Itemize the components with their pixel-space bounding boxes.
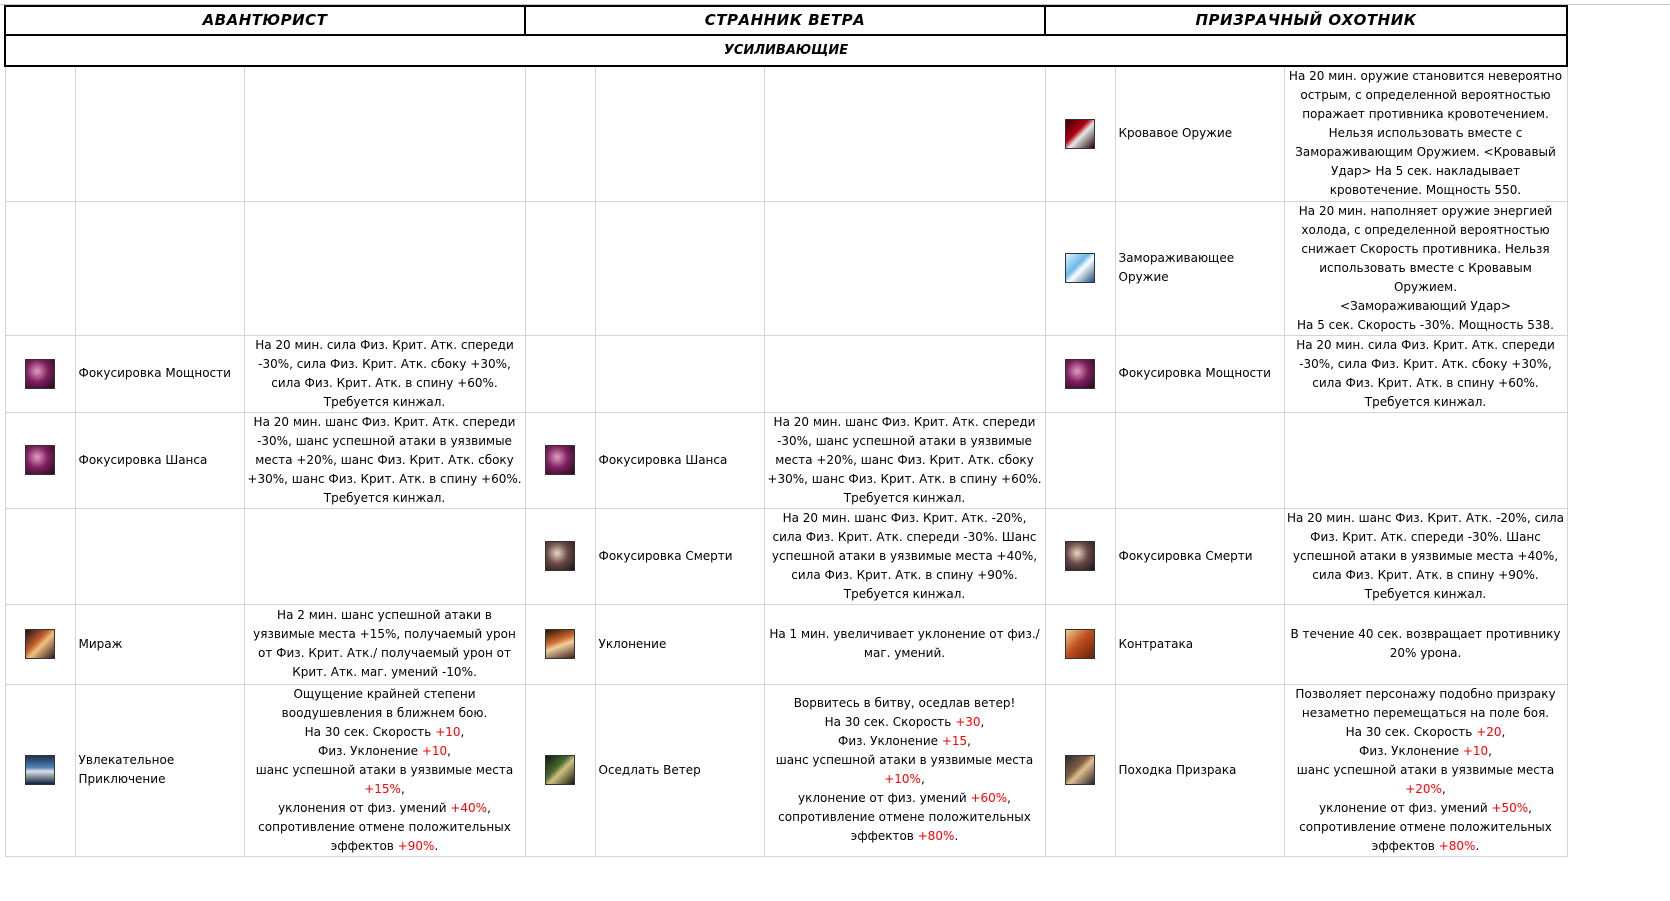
- skill-name: Мираж: [78, 636, 123, 651]
- skill-name: Фокусировка Смерти: [598, 548, 733, 563]
- description-line: [247, 685, 523, 723]
- ride-wind-icon: [545, 755, 575, 785]
- description-text: На 20 мин. шанс Физ. Крит. Атк. спереди -30%, шанс успешной атаки в уязвимые места +20%, шанс Физ. Крит. Атк. сбоку +30%, шанс Физ. Крит. Атк. в спину +60%. Требуется кинжал.: [247, 414, 522, 505]
- bonus-value: +10: [421, 743, 448, 758]
- description-text: На 20 мин. оружие становится невероятно острым, с определенной вероятностью поражает противника кровотечением. Нельзя использовать вместе с Замораживающим Оружием. <Кровавый Удар> На 5 сек. накладывает кровотечение. Мощность 550.: [1288, 69, 1563, 198]
- icon-cell[interactable]: [525, 412, 595, 508]
- skill-name: Фокусировка Шанса: [78, 452, 208, 467]
- skill-description-cell[interactable]: [1284, 335, 1567, 412]
- skill-name: Фокусировка Мощности: [1118, 366, 1271, 380]
- description-text: .: [434, 838, 439, 853]
- skill-name-cell[interactable]: [1115, 684, 1284, 856]
- ghost-walk-icon: [1065, 755, 1095, 785]
- bonus-value: +10: [435, 724, 461, 739]
- skill-name: Кровавое Оружие: [1118, 126, 1233, 141]
- description-text: сопротивление отмене положительных эффектов: [258, 819, 511, 853]
- description-text: шанс успешной атаки в уязвимые места: [255, 762, 514, 777]
- description-text: ,: [967, 734, 971, 748]
- description-text: На 20 мин. сила Физ. Крит. Атк. спереди -30%, сила Физ. Крит. Атк. сбоку +30%, сила Физ. Крит. Атк. в спину +60%. Требуется кинжал.: [255, 337, 514, 409]
- description-text: На 20 мин. наполняет оружие энергией холода, с определенной вероятностью снижает Скорость противника. Нельзя использовать вместе с Кровавым Оружием.: [1298, 203, 1553, 294]
- icon-cell[interactable]: [5, 66, 75, 201]
- icon-cell[interactable]: [1045, 604, 1115, 684]
- description-line: [247, 761, 523, 799]
- skill-name-cell[interactable]: [75, 201, 244, 335]
- skill-description-cell[interactable]: [764, 508, 1045, 604]
- bonus-value: +20: [1476, 724, 1502, 739]
- description-text: ,: [460, 724, 465, 739]
- description-line: [1287, 685, 1565, 723]
- skill-name-cell[interactable]: [1115, 66, 1284, 201]
- skill-name-cell[interactable]: [595, 335, 764, 412]
- skill-description-cell[interactable]: [244, 335, 525, 412]
- description-text: На 1 мин. увеличивает уклонение от физ./ маг. умений.: [769, 627, 1040, 660]
- section-buffs[interactable]: УСИЛИВАЮЩИЕ: [5, 35, 1567, 66]
- focus-chance-icon: [25, 445, 55, 475]
- description-text: В течение 40 сек. возвращает противнику 20% урона.: [1290, 627, 1561, 660]
- description-text: .: [1475, 838, 1480, 853]
- description-line: [1287, 818, 1565, 856]
- skill-description-cell[interactable]: [1284, 604, 1567, 684]
- skill-name-cell[interactable]: [595, 508, 764, 604]
- skill-description-cell[interactable]: [244, 412, 525, 508]
- skill-name: Походка Призрака: [1118, 762, 1237, 777]
- skill-description-cell[interactable]: [1284, 201, 1567, 335]
- skill-name-cell[interactable]: [595, 201, 764, 335]
- bonus-value: +90%: [397, 838, 435, 853]
- icon-cell[interactable]: [1045, 412, 1115, 508]
- description-line: [1287, 625, 1565, 663]
- description-line: [1287, 742, 1565, 761]
- description-text: .: [954, 829, 959, 843]
- description-line: [1287, 67, 1565, 200]
- description-line: [1287, 297, 1565, 316]
- skill-description-cell[interactable]: [244, 508, 525, 604]
- description-text: <Замораживающий Удар>: [1340, 298, 1511, 313]
- description-line: [1287, 202, 1565, 297]
- skill-description-cell[interactable]: [1284, 684, 1567, 856]
- skill-description-cell[interactable]: [1284, 412, 1567, 508]
- description-text: сопротивление отмене положительных эффектов: [778, 810, 1031, 843]
- icon-cell[interactable]: [5, 335, 75, 412]
- description-line: [247, 413, 523, 508]
- description-line: [1287, 761, 1565, 799]
- skill-name: Фокусировка Мощности: [78, 366, 231, 380]
- description-line: [1287, 799, 1565, 818]
- skill-name-cell[interactable]: [1115, 604, 1284, 684]
- skill-description-cell[interactable]: [764, 412, 1045, 508]
- skill-name-cell[interactable]: [595, 412, 764, 508]
- header-adventurer[interactable]: АВАНТЮРИСТ: [5, 6, 525, 35]
- skill-description-cell[interactable]: [764, 335, 1045, 412]
- description-text: ,: [1528, 800, 1532, 815]
- description-line: [247, 606, 523, 682]
- icon-cell[interactable]: [1045, 335, 1115, 412]
- description-text: Ощущение крайней степени воодушевления в ближнем бою.: [281, 686, 488, 720]
- bonus-value: +15: [941, 734, 968, 748]
- bonus-value: +15%: [364, 781, 401, 796]
- description-text: ,: [1007, 791, 1011, 805]
- icon-cell[interactable]: [5, 201, 75, 335]
- skill-name-cell[interactable]: [75, 684, 244, 856]
- bonus-value: +20%: [1405, 781, 1442, 796]
- description-text: ,: [1488, 743, 1492, 758]
- description-text: На 30 сек. Скорость: [304, 724, 436, 739]
- bonus-value: +10: [1462, 743, 1489, 758]
- evasion-icon: [545, 629, 575, 659]
- description-text: На 30 сек. Скорость: [1345, 724, 1477, 739]
- description-text: На 2 мин. шанс успешной атаки в уязвимые места +15%, получаемый урон от Физ. Крит. Атк./ получаемый урон от Крит. Атк. маг. умений -10%.: [253, 608, 516, 679]
- icon-cell[interactable]: [1045, 66, 1115, 201]
- bonus-value: +30: [955, 715, 981, 729]
- description-text: ,: [487, 800, 491, 815]
- focus-death-icon: [1065, 541, 1095, 571]
- skill-description-cell[interactable]: [244, 201, 525, 335]
- description-text: ,: [400, 781, 405, 796]
- bonus-value: +40%: [450, 800, 488, 815]
- skill-name: Уклонение: [598, 636, 667, 651]
- counterattack-icon: [1065, 629, 1095, 659]
- skill-row: [5, 335, 1567, 412]
- icon-cell[interactable]: [5, 508, 75, 604]
- skill-description-cell[interactable]: [244, 684, 525, 856]
- description-text: На 20 мин. шанс Физ. Крит. Атк. -20%, сила Физ. Крит. Атк. спереди -30%. Шанс успешной атаки в уязвимые места +40%, сила Физ. Крит. Атк. в спину +90%. Требуется кинжал.: [1286, 510, 1564, 601]
- bonus-value: +60%: [970, 791, 1008, 805]
- description-line: [1287, 723, 1565, 742]
- frost-weapon-icon: [1065, 253, 1095, 283]
- skill-name: Фокусировка Смерти: [1118, 548, 1253, 563]
- description-text: уклонение от физ. умений: [1318, 800, 1492, 815]
- skill-name: Замораживающее Оружие: [1118, 251, 1235, 284]
- description-text: На 20 мин. шанс Физ. Крит. Атк. спереди -30%, шанс успешной атаки в уязвимые места +20%, шанс Физ. Крит. Атк. сбоку +30%, шанс Физ. Крит. Атк. в спину +60%. Требуется кинжал.: [767, 414, 1042, 505]
- description-line: [247, 723, 523, 742]
- header-ghost-hunter[interactable]: ПРИЗРАЧНЫЙ ОХОТНИК: [1045, 6, 1567, 35]
- skill-name-cell[interactable]: [75, 604, 244, 684]
- description-text: На 20 мин. шанс Физ. Крит. Атк. -20%, сила Физ. Крит. Атк. спереди -30%. Шанс успешной атаки в уязвимые места +40%, сила Физ. Крит. Атк. в спину +90%. Требуется кинжал.: [771, 510, 1038, 601]
- skill-row: [5, 604, 1567, 684]
- icon-cell[interactable]: [525, 335, 595, 412]
- description-line: [767, 625, 1043, 663]
- skill-name: Фокусировка Шанса: [598, 452, 728, 467]
- skill-name-cell[interactable]: [1115, 335, 1284, 412]
- description-line: [1287, 336, 1565, 412]
- icon-cell[interactable]: [525, 201, 595, 335]
- icon-cell[interactable]: [5, 604, 75, 684]
- icon-cell[interactable]: [525, 684, 595, 856]
- skill-description-cell[interactable]: [764, 201, 1045, 335]
- skill-description-cell[interactable]: [244, 66, 525, 201]
- skill-name-cell[interactable]: [1115, 508, 1284, 604]
- description-line: [767, 413, 1043, 508]
- skill-name-cell[interactable]: [75, 66, 244, 201]
- description-text: Позволяет персонажу подобно призраку незаметно перемещаться на поле боя.: [1295, 686, 1556, 720]
- description-line: [767, 789, 1043, 808]
- icon-cell[interactable]: [5, 684, 75, 856]
- description-line: [247, 336, 523, 412]
- skill-description-cell[interactable]: [764, 604, 1045, 684]
- description-text: ,: [1501, 724, 1506, 739]
- description-text: сопротивление отмене положительных эффектов: [1299, 819, 1552, 853]
- skill-name-cell[interactable]: [75, 335, 244, 412]
- icon-cell[interactable]: [1045, 201, 1115, 335]
- skill-row: [5, 412, 1567, 508]
- skill-name-cell[interactable]: [595, 604, 764, 684]
- description-text: Физ. Уклонение: [1359, 743, 1463, 758]
- bonus-value: +50%: [1491, 800, 1529, 815]
- icon-cell[interactable]: [525, 604, 595, 684]
- blood-weapon-icon: [1065, 119, 1095, 149]
- skill-row: [5, 684, 1567, 856]
- description-line: [247, 818, 523, 856]
- skill-description-cell[interactable]: [244, 604, 525, 684]
- skill-row: [5, 201, 1567, 335]
- bonus-value: +10%: [884, 772, 921, 786]
- skills-table: [4, 5, 1568, 857]
- bonus-value: +80%: [1438, 838, 1476, 853]
- skill-description-cell[interactable]: [1284, 508, 1567, 604]
- skill-name-cell[interactable]: [1115, 412, 1284, 508]
- skill-name-cell[interactable]: [1115, 201, 1284, 335]
- bonus-value: +80%: [917, 829, 955, 843]
- description-text: ,: [920, 772, 925, 786]
- skill-name-cell[interactable]: [75, 508, 244, 604]
- skill-name-cell[interactable]: [595, 684, 764, 856]
- description-text: уклонение от физ. умений: [797, 791, 971, 805]
- skill-name: Оседлать Ветер: [598, 762, 701, 777]
- icon-cell[interactable]: [1045, 508, 1115, 604]
- description-text: Физ. Уклонение: [318, 743, 422, 758]
- description-text: шанс успешной атаки в уязвимые места: [1296, 762, 1555, 777]
- skill-name: Увлекательное Приключение: [78, 753, 175, 786]
- description-text: Ворвитесь в битву, оседлав ветер!: [793, 696, 1016, 710]
- description-text: На 30 сек. Скорость: [824, 715, 956, 729]
- adventure-ship-icon: [25, 755, 55, 785]
- description-line: [247, 799, 523, 818]
- icon-cell[interactable]: [525, 66, 595, 201]
- description-line: [1287, 509, 1565, 604]
- icon-cell[interactable]: [5, 412, 75, 508]
- focus-power-icon: [25, 359, 55, 389]
- description-line: [767, 808, 1043, 846]
- description-line: [767, 509, 1043, 604]
- description-line: [767, 732, 1043, 751]
- description-line: [247, 742, 523, 761]
- skill-row: [5, 508, 1567, 604]
- skill-description-cell[interactable]: [1284, 66, 1567, 201]
- icon-cell[interactable]: [1045, 684, 1115, 856]
- skill-name-cell[interactable]: [75, 412, 244, 508]
- description-text: ,: [447, 743, 451, 758]
- description-line: [1287, 316, 1565, 335]
- description-line: [767, 713, 1043, 732]
- skill-name: Контратака: [1118, 636, 1194, 651]
- description-text: На 5 сек. Скорость -30%. Мощность 538.: [1297, 317, 1554, 332]
- description-line: [767, 694, 1043, 713]
- focus-chance-icon: [545, 445, 575, 475]
- focus-power-icon: [1065, 359, 1095, 389]
- mirage-icon: [25, 629, 55, 659]
- description-text: На 20 мин. сила Физ. Крит. Атк. спереди -30%, сила Физ. Крит. Атк. сбоку +30%, сила Физ. Крит. Атк. в спину +60%. Требуется кинжал.: [1296, 337, 1555, 409]
- skill-name-cell[interactable]: [595, 66, 764, 201]
- description-text: Физ. Уклонение: [838, 734, 942, 748]
- description-line: [767, 751, 1043, 789]
- description-text: уклонения от физ. умений: [278, 800, 451, 815]
- description-text: ,: [980, 715, 985, 729]
- skill-row: [5, 66, 1567, 201]
- focus-death-icon: [545, 541, 575, 571]
- header-wind-wanderer[interactable]: СТРАННИК ВЕТРА: [525, 6, 1045, 35]
- icon-cell[interactable]: [525, 508, 595, 604]
- description-text: шанс успешной атаки в уязвимые места: [775, 753, 1034, 767]
- description-text: ,: [1441, 781, 1446, 796]
- skill-description-cell[interactable]: [764, 66, 1045, 201]
- skill-description-cell[interactable]: [764, 684, 1045, 856]
